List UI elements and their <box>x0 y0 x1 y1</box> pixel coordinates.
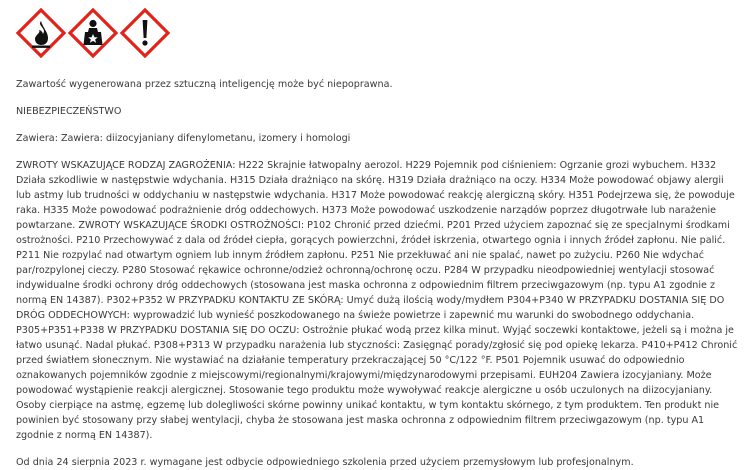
flame-icon <box>16 8 66 58</box>
contains-text: Zawiera: Zawiera: diizocyjaniany difenylometanu, izomery i homologi <box>16 133 351 144</box>
health-hazard-icon <box>68 8 118 58</box>
ghs-pictograms <box>16 8 738 68</box>
exclamation-mark-icon <box>120 8 170 58</box>
training-note: Od dnia 24 sierpnia 2023 r. wymagane jest odbycie odpowiedniego szkolenia przed użyciem przemysłowym lub profesjonalnym. <box>16 457 634 468</box>
hazard-precautionary-statements: ZWROTY WSKAZUJĄCE RODZAJ ZAGROŻENIA: H222 Skrajnie łatwopalny aerozol. H229 Pojemnik pod ciśnieniem: Ogrzanie grozi wybuchem. H332 Działa szkodliwie w następstwie wdychania. H315 Działa drażniąco na skórę. H319 Działa drażniąco na oczy. H334 Może powodować objawy alergii lub astmy lub trudności w oddychaniu w następstwie wdychania. H317 Może powodować reakcję alergiczną skóry. H351 Podejrzewa się, że powoduje raka. H335 Może powodować podrażnienie dróg oddechowych. H373 Może powodować uszkodzenie narządów poprzez długotrwałe lub narażenie powtarzane. ZWROTY WSKAZUJĄCE ŚRODKI OSTROŻNOŚCI: P102 Chronić przed dziećmi. P201 Przed użyciem zapoznać się ze specjalnymi środkami ostrożności. P210 Przechowywać z dala od źródeł ciepła, gorących powierzchni, źródeł iskrzenia, otwartego ognia i innych źródeł zapłonu. Nie palić. P211 Nie rozpylać nad otwartym ogniem lub innym źródłem zapłonu. P251 Nie przekłuwać ani nie spalać, nawet po zużyciu. P260 Nie wdychać par/rozpylonej cieczy. P280 Stosować rękawice ochronne/odzież ochronną/ochronę oczu. P284 W przypadku nieodpowiedniej wentylacji stosować indywidualne środki ochrony dróg oddechowych (stosowana jest maska ochronna z odpowiednim filtrem przeciwgazowym (np. typu A1 zgodnie z normą EN 14387). P302+P352 W PRZYPADKU KONTAKTU ZE SKÓRĄ: Umyć dużą ilością wody/mydłem P304+P340 W PRZYPADKU DOSTANIA SIĘ DO DRÓG ODDECHOWYCH: wyprowadzić lub wynieść poszkodowanego na świeże powietrze i zapewnić mu warunki do swobodnego oddychania. P305+P351+P338 W PRZYPADKU DOSTANIA SIĘ DO OCZU: Ostrożnie płukać wodą przez kilka minut. Wyjąć soczewki kontaktowe, jeżeli są i można je łatwo usunąć. Nadal płukać. P308+P313 W przypadku narażenia lub styczności: Zasięgnąć porady/zgłosić się pod opiekę lekarza. P410+P412 Chronić przed światłem słonecznym. Nie wystawiać na działanie temperatury przekraczającej 50 °C/122 °F. P501 Pojemnik usuwać do odpowiednio oznakowanych pojemników zgodnie z miejscowymi/regionalnymi/krajowymi/międzynarodowymi przepisami. EUH204 Zawiera izocyjaniany. Może powodować wystąpienie reakcji alergicznej. Stosowanie tego produktu może wywoływać reakcje alergiczne u osób uczulonych na diizocyjaniany. Osoby cierpiące na astmę, egzemę lub dolegliwości skórne powinny unikać kontaktu, w tym kontaktu skórnego, z tym produktem. Ten produkt nie powinien być stosowany przy słabej wentylacji, chyba że stosowana jest maska ochronna z odpowiednim filtrem przeciwgazowym (np. typu A1 zgodnie z normą EN 14387). <box>16 160 738 441</box>
hazard-label <box>16 0 738 470</box>
ai-disclaimer: Zawartość wygenerowana przez sztuczną inteligencję może być niepoprawna. <box>16 79 393 90</box>
signal-word: NIEBEZPIECZEŃSTWO <box>16 106 122 117</box>
